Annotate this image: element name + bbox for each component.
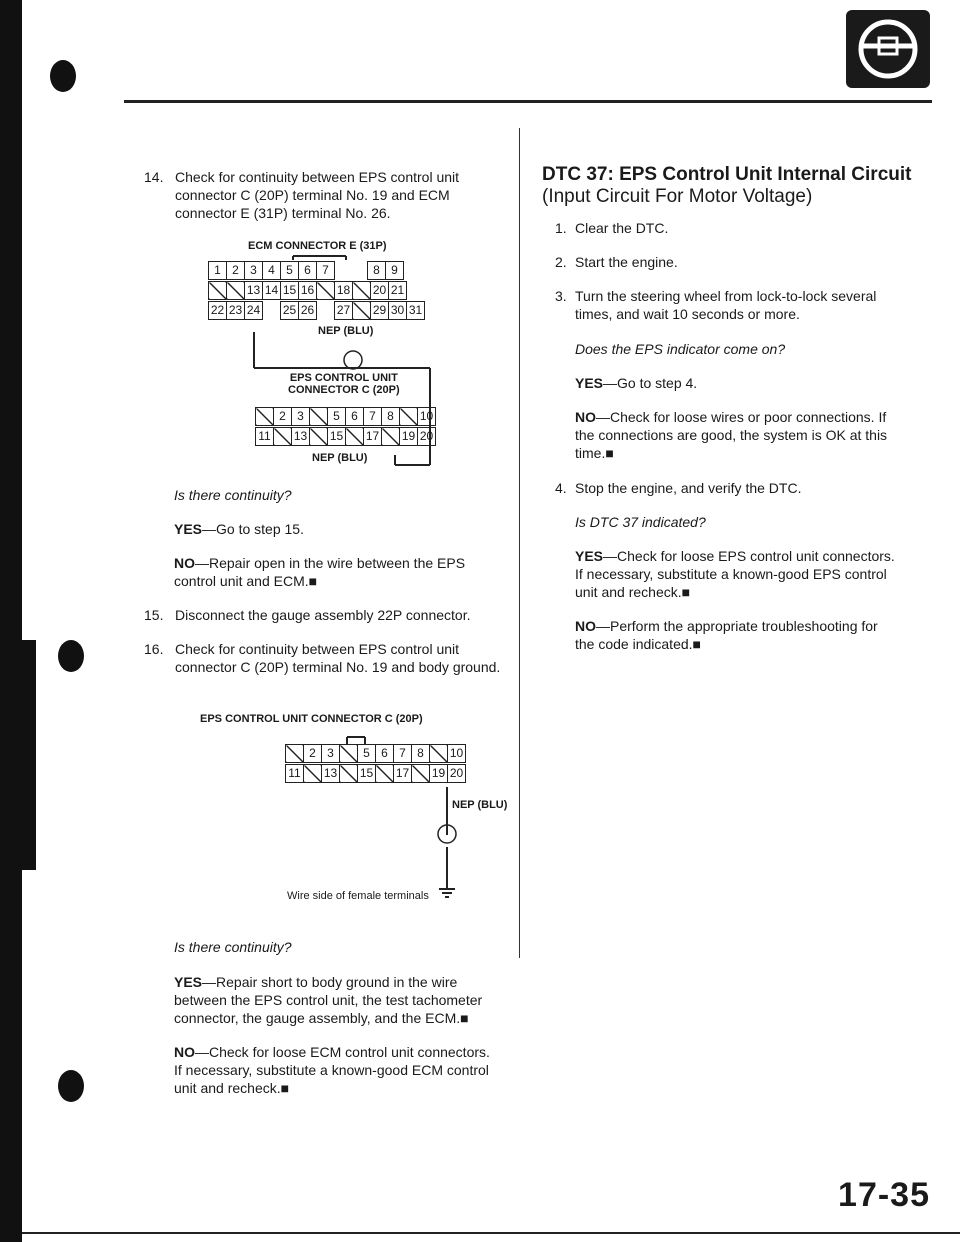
step-16-number: 16. bbox=[144, 641, 164, 657]
steering-wheel-icon bbox=[846, 10, 930, 88]
terminal: 8 bbox=[382, 408, 400, 426]
question-r1: Does the EPS indicator come on? bbox=[575, 341, 786, 357]
yes-key: YES bbox=[575, 548, 604, 564]
step-3-line: times, and wait 10 seconds or more. bbox=[575, 306, 800, 322]
ecm-connector-row-1 bbox=[208, 261, 404, 280]
terminal-empty bbox=[256, 408, 274, 426]
terminal: 17 bbox=[394, 765, 412, 783]
terminal: 17 bbox=[364, 428, 382, 446]
step-1-text: Clear the DTC. bbox=[575, 220, 669, 236]
step-3-number: 3. bbox=[555, 288, 567, 304]
terminal: 7 bbox=[317, 262, 335, 280]
wire-color-label: NEP (BLU) bbox=[312, 452, 368, 464]
yes-text: between the EPS control unit, the test tachometer bbox=[174, 992, 483, 1008]
section-title bbox=[542, 164, 942, 208]
terminal: 7 bbox=[394, 745, 412, 763]
terminal: 13 bbox=[292, 428, 310, 446]
terminal-empty bbox=[310, 408, 328, 426]
terminal: 29 bbox=[371, 302, 389, 320]
no-text: the connections are good, the system is OK at this bbox=[575, 427, 888, 443]
no-key: NO bbox=[174, 1044, 195, 1060]
terminal: 11 bbox=[286, 765, 304, 783]
column-divider bbox=[519, 128, 520, 958]
terminal-empty bbox=[274, 428, 292, 446]
step-14-line: Check for continuity between EPS control unit bbox=[175, 169, 460, 185]
terminal: 15 bbox=[281, 282, 299, 300]
terminal: 5 bbox=[328, 408, 346, 426]
terminal-empty bbox=[346, 428, 364, 446]
terminal: 7 bbox=[364, 408, 382, 426]
no-2 bbox=[174, 1043, 514, 1097]
terminal: 16 bbox=[299, 282, 317, 300]
terminal: 3 bbox=[322, 745, 340, 763]
no-1 bbox=[174, 554, 504, 590]
yes-key: YES bbox=[575, 375, 604, 391]
ecm-connector-row-3 bbox=[208, 301, 425, 320]
terminal: 11 bbox=[256, 428, 274, 446]
step-3-line: Turn the steering wheel from lock-to-lock several bbox=[575, 288, 877, 304]
terminal: 1 bbox=[209, 262, 227, 280]
terminal: 3 bbox=[292, 408, 310, 426]
no-text: —Check for loose wires or poor connections. If bbox=[596, 409, 887, 425]
section-title-line-2: (Input Circuit For Motor Voltage) bbox=[542, 186, 813, 207]
yes-key: YES bbox=[174, 521, 203, 537]
wire-color-label: NEP (BLU) bbox=[318, 325, 374, 337]
step-4-number: 4. bbox=[555, 480, 567, 496]
step-14-line: connector C (20P) terminal No. 19 and ECM bbox=[175, 187, 450, 203]
no-text: —Perform the appropriate troubleshooting for bbox=[596, 618, 878, 634]
no-key: NO bbox=[575, 618, 596, 634]
yes-text: connector, the gauge assembly, and the ECM.■ bbox=[174, 1010, 469, 1026]
terminal: 20 bbox=[418, 428, 436, 446]
terminal: 15 bbox=[328, 428, 346, 446]
terminal-empty bbox=[430, 745, 448, 763]
yes-text: unit and recheck.■ bbox=[575, 584, 691, 600]
yes-2 bbox=[174, 973, 514, 1027]
yes-text: —Check for loose EPS control unit connectors. bbox=[603, 548, 895, 564]
terminal-gap bbox=[263, 302, 281, 320]
terminal: 6 bbox=[346, 408, 364, 426]
section-title-line-1: DTC 37: EPS Control Unit Internal Circuit bbox=[542, 164, 912, 185]
terminal: 15 bbox=[358, 765, 376, 783]
terminal: 14 bbox=[263, 282, 281, 300]
binding-edge bbox=[0, 0, 22, 1242]
terminal: 22 bbox=[209, 302, 227, 320]
terminal-empty bbox=[310, 428, 328, 446]
terminal: 9 bbox=[386, 262, 404, 280]
terminal: 20 bbox=[371, 282, 389, 300]
step-15-number: 15. bbox=[144, 607, 164, 623]
yes-r1 bbox=[575, 374, 697, 392]
eps-connector-row-2 bbox=[255, 427, 436, 446]
step-14-number: 14. bbox=[144, 169, 164, 185]
no-text: control unit and ECM.■ bbox=[174, 573, 318, 589]
eps-connector-title bbox=[288, 372, 400, 396]
eps-connector-title-line: EPS CONTROL UNIT bbox=[289, 372, 398, 384]
terminal-empty bbox=[286, 745, 304, 763]
no-text: the code indicated.■ bbox=[575, 636, 701, 652]
no-text: If necessary, substitute a known-good ECM control bbox=[174, 1062, 489, 1078]
binder-hole-middle bbox=[58, 640, 84, 672]
binder-hole-top bbox=[50, 60, 76, 92]
eps-c-connector-row-1 bbox=[285, 744, 466, 763]
terminal-gap bbox=[335, 262, 368, 280]
terminal: 10 bbox=[418, 408, 436, 426]
terminal: 6 bbox=[299, 262, 317, 280]
yes-key: YES bbox=[174, 974, 203, 990]
terminal-empty bbox=[400, 408, 418, 426]
terminal: 31 bbox=[407, 302, 425, 320]
question-1: Is there continuity? bbox=[174, 487, 292, 503]
terminal: 2 bbox=[304, 745, 322, 763]
terminal: 18 bbox=[335, 282, 353, 300]
header-rule bbox=[124, 100, 932, 103]
terminal: 4 bbox=[263, 262, 281, 280]
terminal-gap bbox=[317, 302, 335, 320]
terminal: 19 bbox=[430, 765, 448, 783]
terminal-empty bbox=[353, 302, 371, 320]
yes-text: —Repair short to body ground in the wire bbox=[202, 974, 458, 990]
step-15-text: Disconnect the gauge assembly 22P connector. bbox=[175, 607, 471, 623]
step-1-number: 1. bbox=[555, 220, 567, 236]
yes-text: If necessary, substitute a known-good EPS control bbox=[575, 566, 887, 582]
section-tab-bar bbox=[22, 640, 36, 870]
step-2-number: 2. bbox=[555, 254, 567, 270]
terminal: 19 bbox=[400, 428, 418, 446]
no-key: NO bbox=[575, 409, 596, 425]
eps-connector-c-title: EPS CONTROL UNIT CONNECTOR C (20P) bbox=[200, 713, 423, 725]
binder-hole-bottom bbox=[58, 1070, 84, 1102]
question-2: Is there continuity? bbox=[174, 939, 292, 955]
no-text: unit and recheck.■ bbox=[174, 1080, 290, 1096]
step-16-line: Check for continuity between EPS control unit bbox=[175, 641, 460, 657]
step-4-text: Stop the engine, and verify the DTC. bbox=[575, 480, 802, 496]
yes-text: —Go to step 15. bbox=[202, 521, 304, 537]
terminal: 5 bbox=[281, 262, 299, 280]
terminal: 13 bbox=[322, 765, 340, 783]
terminal: 3 bbox=[245, 262, 263, 280]
ecm-connector-row-2 bbox=[208, 281, 407, 300]
terminal: 2 bbox=[227, 262, 245, 280]
terminal-empty bbox=[227, 282, 245, 300]
yes-text: —Go to step 4. bbox=[603, 375, 698, 391]
eps-c-connector-row-2 bbox=[285, 764, 466, 783]
question-r2: Is DTC 37 indicated? bbox=[575, 514, 706, 530]
terminal: 30 bbox=[389, 302, 407, 320]
no-r1 bbox=[575, 408, 935, 462]
terminal-empty bbox=[209, 282, 227, 300]
terminal: 27 bbox=[335, 302, 353, 320]
terminal-empty bbox=[412, 765, 430, 783]
no-text: —Check for loose ECM control unit connectors. bbox=[195, 1044, 490, 1060]
terminal: 6 bbox=[376, 745, 394, 763]
step-16-line: connector C (20P) terminal No. 19 and body ground. bbox=[175, 659, 501, 675]
yes-1 bbox=[174, 520, 304, 538]
terminal: 8 bbox=[368, 262, 386, 280]
terminal: 23 bbox=[227, 302, 245, 320]
terminal: 5 bbox=[358, 745, 376, 763]
terminal-empty bbox=[340, 745, 358, 763]
page-number: 17-35 bbox=[838, 1176, 930, 1214]
no-key: NO bbox=[174, 555, 195, 571]
terminal: 20 bbox=[448, 765, 466, 783]
terminal: 13 bbox=[245, 282, 263, 300]
terminal-empty bbox=[304, 765, 322, 783]
step-3-text bbox=[575, 287, 935, 323]
step-14-line: connector E (31P) terminal No. 26. bbox=[175, 205, 391, 221]
terminal-empty bbox=[376, 765, 394, 783]
yes-r2 bbox=[575, 547, 935, 601]
terminal: 8 bbox=[412, 745, 430, 763]
terminal: 2 bbox=[274, 408, 292, 426]
terminal: 10 bbox=[448, 745, 466, 763]
terminal-empty bbox=[353, 282, 371, 300]
terminal: 25 bbox=[281, 302, 299, 320]
terminal-empty bbox=[340, 765, 358, 783]
no-text: time.■ bbox=[575, 445, 614, 461]
eps-connector-row-1 bbox=[255, 407, 436, 426]
no-r2 bbox=[575, 617, 935, 653]
footer-rule bbox=[22, 1232, 960, 1234]
terminal: 21 bbox=[389, 282, 407, 300]
wire-color-label: NEP (BLU) bbox=[452, 799, 508, 811]
figure-caption: Wire side of female terminals bbox=[287, 890, 429, 902]
terminal-empty bbox=[382, 428, 400, 446]
no-text: —Repair open in the wire between the EPS bbox=[195, 555, 466, 571]
terminal: 26 bbox=[299, 302, 317, 320]
eps-connector-title-line: CONNECTOR C (20P) bbox=[288, 384, 400, 396]
terminal-empty bbox=[317, 282, 335, 300]
ecm-connector-title: ECM CONNECTOR E (31P) bbox=[248, 240, 387, 252]
step-16-text bbox=[175, 640, 515, 676]
step-2-text: Start the engine. bbox=[575, 254, 678, 270]
terminal: 24 bbox=[245, 302, 263, 320]
step-14-text bbox=[175, 168, 505, 222]
